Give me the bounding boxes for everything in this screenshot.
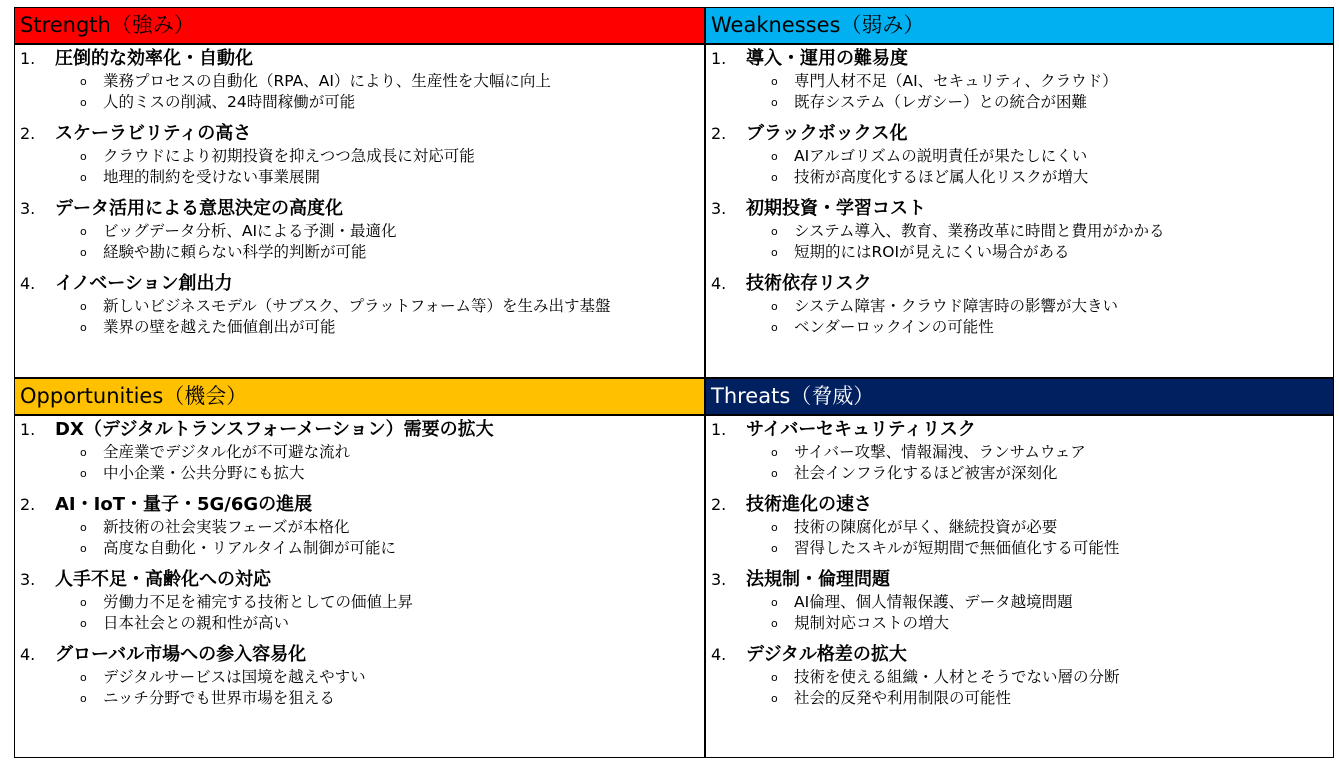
bullet-icon: o [80,542,87,555]
item-number: 4. [711,645,727,664]
sub-item [14,442,705,463]
list-item [14,568,705,634]
sub-item [705,688,1334,709]
bullet-icon: o [771,75,778,88]
list-item [14,272,705,338]
item-heading [705,122,1334,146]
bullet-icon: o [80,671,87,684]
list-item [705,197,1334,263]
item-title: 導入・運用の難易度 [746,48,908,69]
item-heading [705,197,1334,221]
bullet-icon: o [771,300,778,313]
bullet-icon: o [80,96,87,109]
sub-item-text: ベンダーロックインの可能性 [794,318,994,336]
bullet-icon: o [80,321,87,334]
item-number: 3. [20,570,36,589]
item-heading [14,493,705,517]
item-number: 1. [20,420,36,439]
sub-item-text: サイバー攻撃、情報漏洩、ランサムウェア [794,443,1086,461]
item-title: データ活用による意思決定の高度化 [55,198,343,219]
sub-item-text: 技術を使える組織・人材とそうでない層の分断 [794,668,1120,686]
bullet-icon: o [771,467,778,480]
bullet-icon: o [771,446,778,459]
strength-quadrant [14,7,705,378]
sub-item-text: 全産業でデジタル化が不可避な流れ [103,443,351,461]
sub-item [705,71,1334,92]
sub-list [14,667,705,709]
sub-item-text: ビッグデータ分析、AIによる予測・最適化 [103,222,397,240]
bullet-icon: o [771,225,778,238]
sub-list [14,296,705,338]
item-heading [14,47,705,71]
bullet-icon: o [80,446,87,459]
sub-item [705,517,1334,538]
sub-item [705,667,1334,688]
item-heading [14,418,705,442]
sub-item [705,146,1334,167]
item-number: 2. [20,495,36,514]
item-heading [705,643,1334,667]
list-item [14,122,705,188]
sub-list [705,146,1334,188]
opportunities-list [14,416,705,709]
bullet-icon: o [80,596,87,609]
sub-list [705,442,1334,484]
weaknesses-quadrant [705,7,1334,378]
sub-item [14,688,705,709]
sub-list [705,71,1334,113]
item-heading [705,272,1334,296]
sub-item-text: 業界の壁を越えた価値創出が可能 [103,318,336,336]
item-heading [14,272,705,296]
item-title: 圧倒的な効率化・自動化 [55,48,253,69]
sub-item-text: 日本社会との親和性が高い [103,614,290,632]
item-number: 2. [20,124,36,143]
item-number: 3. [711,570,727,589]
sub-item [14,167,705,188]
weaknesses-header: Weaknesses（弱み） [705,7,1334,45]
bullet-icon: o [771,596,778,609]
sub-list [14,592,705,634]
threats-list [705,416,1334,709]
bullet-icon: o [80,617,87,630]
item-title: グローバル市場への参入容易化 [55,644,307,665]
sub-item-text: ニッチ分野でも世界市場を狙える [103,689,335,707]
bullet-icon: o [771,671,778,684]
sub-list [14,442,705,484]
item-heading [14,643,705,667]
sub-item-text: 新技術の社会実装フェーズが本格化 [103,518,350,536]
sub-item [705,242,1334,263]
item-title: 人手不足・高齢化への対応 [55,569,271,590]
sub-item [705,317,1334,338]
list-item [705,122,1334,188]
list-item [705,568,1334,634]
sub-item [705,442,1334,463]
opportunities-quadrant [14,378,705,758]
sub-item-text: 社会的反発や利用制限の可能性 [794,689,1012,707]
threats-header: Threats（脅威） [705,378,1334,416]
item-number: 3. [711,199,727,218]
list-item [705,493,1334,559]
bullet-icon: o [80,225,87,238]
vertical-divider [704,7,706,758]
sub-item [14,592,705,613]
bullet-icon: o [80,171,87,184]
item-title: 法規制・倫理問題 [746,569,890,590]
sub-item [14,71,705,92]
sub-item [705,613,1334,634]
sub-item-text: 専門人材不足（AI、セキュリティ、クラウド） [794,72,1118,90]
bullet-icon: o [771,321,778,334]
sub-item [705,592,1334,613]
sub-item-text: 短期的にはROIが見えにくい場合がある [794,243,1070,261]
item-number: 1. [711,49,727,68]
sub-item [14,667,705,688]
bullet-icon: o [80,692,87,705]
sub-item-text: 新しいビジネスモデル（サブスク、プラットフォーム等）を生み出す基盤 [103,297,611,315]
sub-list [14,517,705,559]
item-heading [705,418,1334,442]
opportunities-header: Opportunities（機会） [14,378,705,416]
item-number: 1. [20,49,36,68]
bullet-icon: o [771,246,778,259]
sub-list [705,221,1334,263]
sub-item-text: デジタルサービスは国境を越えやすい [103,668,366,686]
strength-header: Strength（強み） [14,7,705,45]
sub-item [14,463,705,484]
sub-list [14,221,705,263]
item-heading [14,197,705,221]
horizontal-divider [14,377,1334,379]
item-title: デジタル格差の拡大 [746,644,907,665]
list-item [705,47,1334,113]
list-item [14,493,705,559]
sub-item-text: 労働力不足を補完する技術としての価値上昇 [103,593,414,611]
sub-item [705,167,1334,188]
item-number: 2. [711,495,727,514]
list-item [705,643,1334,709]
bullet-icon: o [771,150,778,163]
sub-item-text: 業務プロセスの自動化（RPA、AI）により、生産性を大幅に向上 [103,72,551,90]
threats-quadrant [705,378,1334,758]
bullet-icon: o [771,171,778,184]
item-heading [14,122,705,146]
sub-item-text: 技術の陳腐化が早く、継続投資が必要 [794,518,1058,536]
item-title: 初期投資・学習コスト [746,198,926,219]
bullet-icon: o [80,467,87,480]
bullet-icon: o [80,75,87,88]
bullet-icon: o [80,150,87,163]
item-number: 1. [711,420,727,439]
item-title: イノベーション創出力 [55,273,233,294]
sub-item [14,92,705,113]
list-item [705,418,1334,484]
strength-list [14,45,705,338]
sub-item-text: 高度な自動化・リアルタイム制御が可能に [103,539,396,557]
sub-item [14,517,705,538]
item-title: AI・IoT・量子・5G/6Gの進展 [55,494,313,515]
sub-item [705,538,1334,559]
sub-item [14,296,705,317]
sub-item-text: 経験や勘に頼らない科学的判断が可能 [103,243,367,261]
sub-item-text: 習得したスキルが短期間で無価値化する可能性 [794,539,1120,557]
sub-list [705,296,1334,338]
item-number: 4. [711,274,727,293]
sub-item [705,463,1334,484]
sub-item-text: AI倫理、個人情報保護、データ越境問題 [794,593,1073,611]
sub-item-text: 地理的制約を受けない事業展開 [103,168,321,186]
bullet-icon: o [771,521,778,534]
sub-item-text: 社会インフラ化するほど被害が深刻化 [794,464,1058,482]
sub-item-text: 規制対応コストの増大 [794,614,950,632]
sub-item [705,221,1334,242]
bullet-icon: o [80,246,87,259]
sub-item [705,92,1334,113]
sub-item-text: 技術が高度化するほど属人化リスクが増大 [794,168,1089,186]
bullet-icon: o [771,542,778,555]
sub-item-text: システム導入、教育、業務改革に時間と費用がかかる [794,222,1165,240]
sub-item [14,613,705,634]
item-title: 技術依存リスク [746,273,872,294]
item-number: 4. [20,645,36,664]
list-item [14,197,705,263]
item-title: 技術進化の速さ [746,494,872,515]
sub-list [705,517,1334,559]
item-heading [705,47,1334,71]
bullet-icon: o [80,521,87,534]
sub-item-text: AIアルゴリズムの説明責任が果たしにくい [794,147,1088,165]
sub-item [14,317,705,338]
item-heading [705,568,1334,592]
bullet-icon: o [80,300,87,313]
item-number: 3. [20,199,36,218]
sub-list [14,71,705,113]
list-item [705,272,1334,338]
sub-list [705,592,1334,634]
item-number: 4. [20,274,36,293]
sub-item [705,296,1334,317]
sub-item [14,242,705,263]
item-heading [705,493,1334,517]
sub-item-text: システム障害・クラウド障害時の影響が大きい [794,297,1118,315]
sub-item-text: 既存システム（レガシー）との統合が困難 [794,93,1087,111]
item-title: DX（デジタルトランスフォーメーション）需要の拡大 [55,419,494,440]
weaknesses-list [705,45,1334,338]
item-number: 2. [711,124,727,143]
bullet-icon: o [771,96,778,109]
sub-item-text: 中小企業・公共分野にも拡大 [103,464,305,482]
sub-list [14,146,705,188]
sub-item [14,221,705,242]
bullet-icon: o [771,692,778,705]
bullet-icon: o [771,617,778,630]
sub-list [705,667,1334,709]
sub-item-text: 人的ミスの削減、24時間稼働が可能 [103,93,356,111]
item-title: サイバーセキュリティリスク [746,419,976,440]
sub-item [14,146,705,167]
item-title: スケーラビリティの高さ [55,123,252,144]
sub-item-text: クラウドにより初期投資を抑えつつ急成長に対応可能 [103,147,475,165]
item-heading [14,568,705,592]
sub-item [14,538,705,559]
list-item [14,47,705,113]
item-title: ブラックボックス化 [746,123,908,144]
list-item [14,418,705,484]
list-item [14,643,705,709]
